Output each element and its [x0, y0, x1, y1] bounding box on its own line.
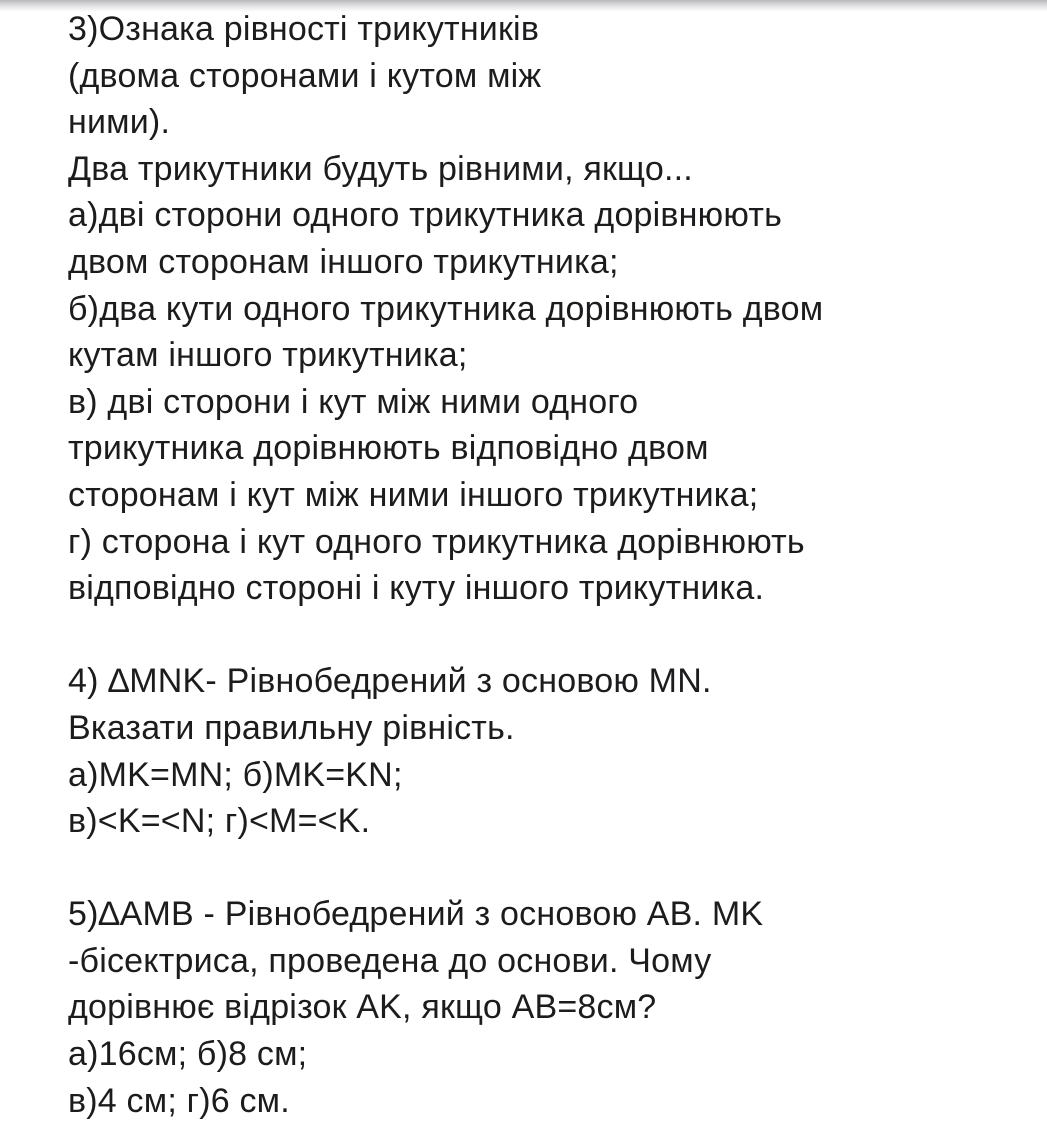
- question-3: [68, 6, 1028, 612]
- q5-title-line-1: 5)∆AMB - Рівнобедрений з основою AB. MK: [68, 895, 764, 934]
- q3-title-line-2: (двома сторонами і кутом між: [68, 56, 542, 95]
- q3-title-line-3: ними).: [68, 103, 171, 142]
- q3-option-a-line-1: а)дві сторони одного трикутника дорівнюють: [68, 196, 782, 235]
- q3-option-g-line-2: відповідно стороні і куту іншого трикутника.: [68, 569, 765, 608]
- q5-title-line-2: -бісектриса, проведена до основи. Чому: [68, 941, 712, 980]
- q3-option-g-line-1: г) сторона і кут одного трикутника дорівнюють: [68, 522, 805, 561]
- q4-options-vg: в)<K=<N; г)<M=<K.: [68, 802, 371, 841]
- q3-option-b-line-2: кутам іншого трикутника;: [68, 336, 468, 375]
- q4-title: 4) ∆MNK- Рівнобедрений з основою MN.: [68, 662, 712, 701]
- q5-options-vg: в)4 см; г)6 см.: [68, 1081, 290, 1120]
- q5-options-ab: а)16см; б)8 см;: [68, 1035, 308, 1074]
- q3-option-v-line-2: трикутника дорівнюють відповідно двом: [68, 429, 709, 468]
- document-text: [68, 6, 1028, 1124]
- q3-prompt: Два трикутники будуть рівними, якщо...: [68, 149, 693, 188]
- q3-title-line-1: 3)Ознака рівності трикутників: [68, 10, 540, 48]
- question-5: [68, 891, 1028, 1124]
- spacer: [68, 612, 1028, 659]
- q3-option-v-line-3: сторонам і кут між ними іншого трикутника;: [68, 475, 759, 514]
- q4-options-ab: а)MK=MN; б)MK=KN;: [68, 755, 403, 794]
- q3-option-b-line-1: б)два кути одного трикутника дорівнюють двом: [68, 289, 824, 328]
- q5-prompt: дорівнює відрізок AK, якщо AB=8см?: [68, 988, 657, 1027]
- q4-prompt: Вказати правильну рівність.: [68, 708, 515, 747]
- question-4: [68, 658, 1028, 844]
- spacer: [68, 845, 1028, 892]
- q3-option-a-line-2: двом сторонам іншого трикутника;: [68, 242, 619, 281]
- q3-option-v-line-1: в) дві сторони і кут між ними одного: [68, 382, 639, 421]
